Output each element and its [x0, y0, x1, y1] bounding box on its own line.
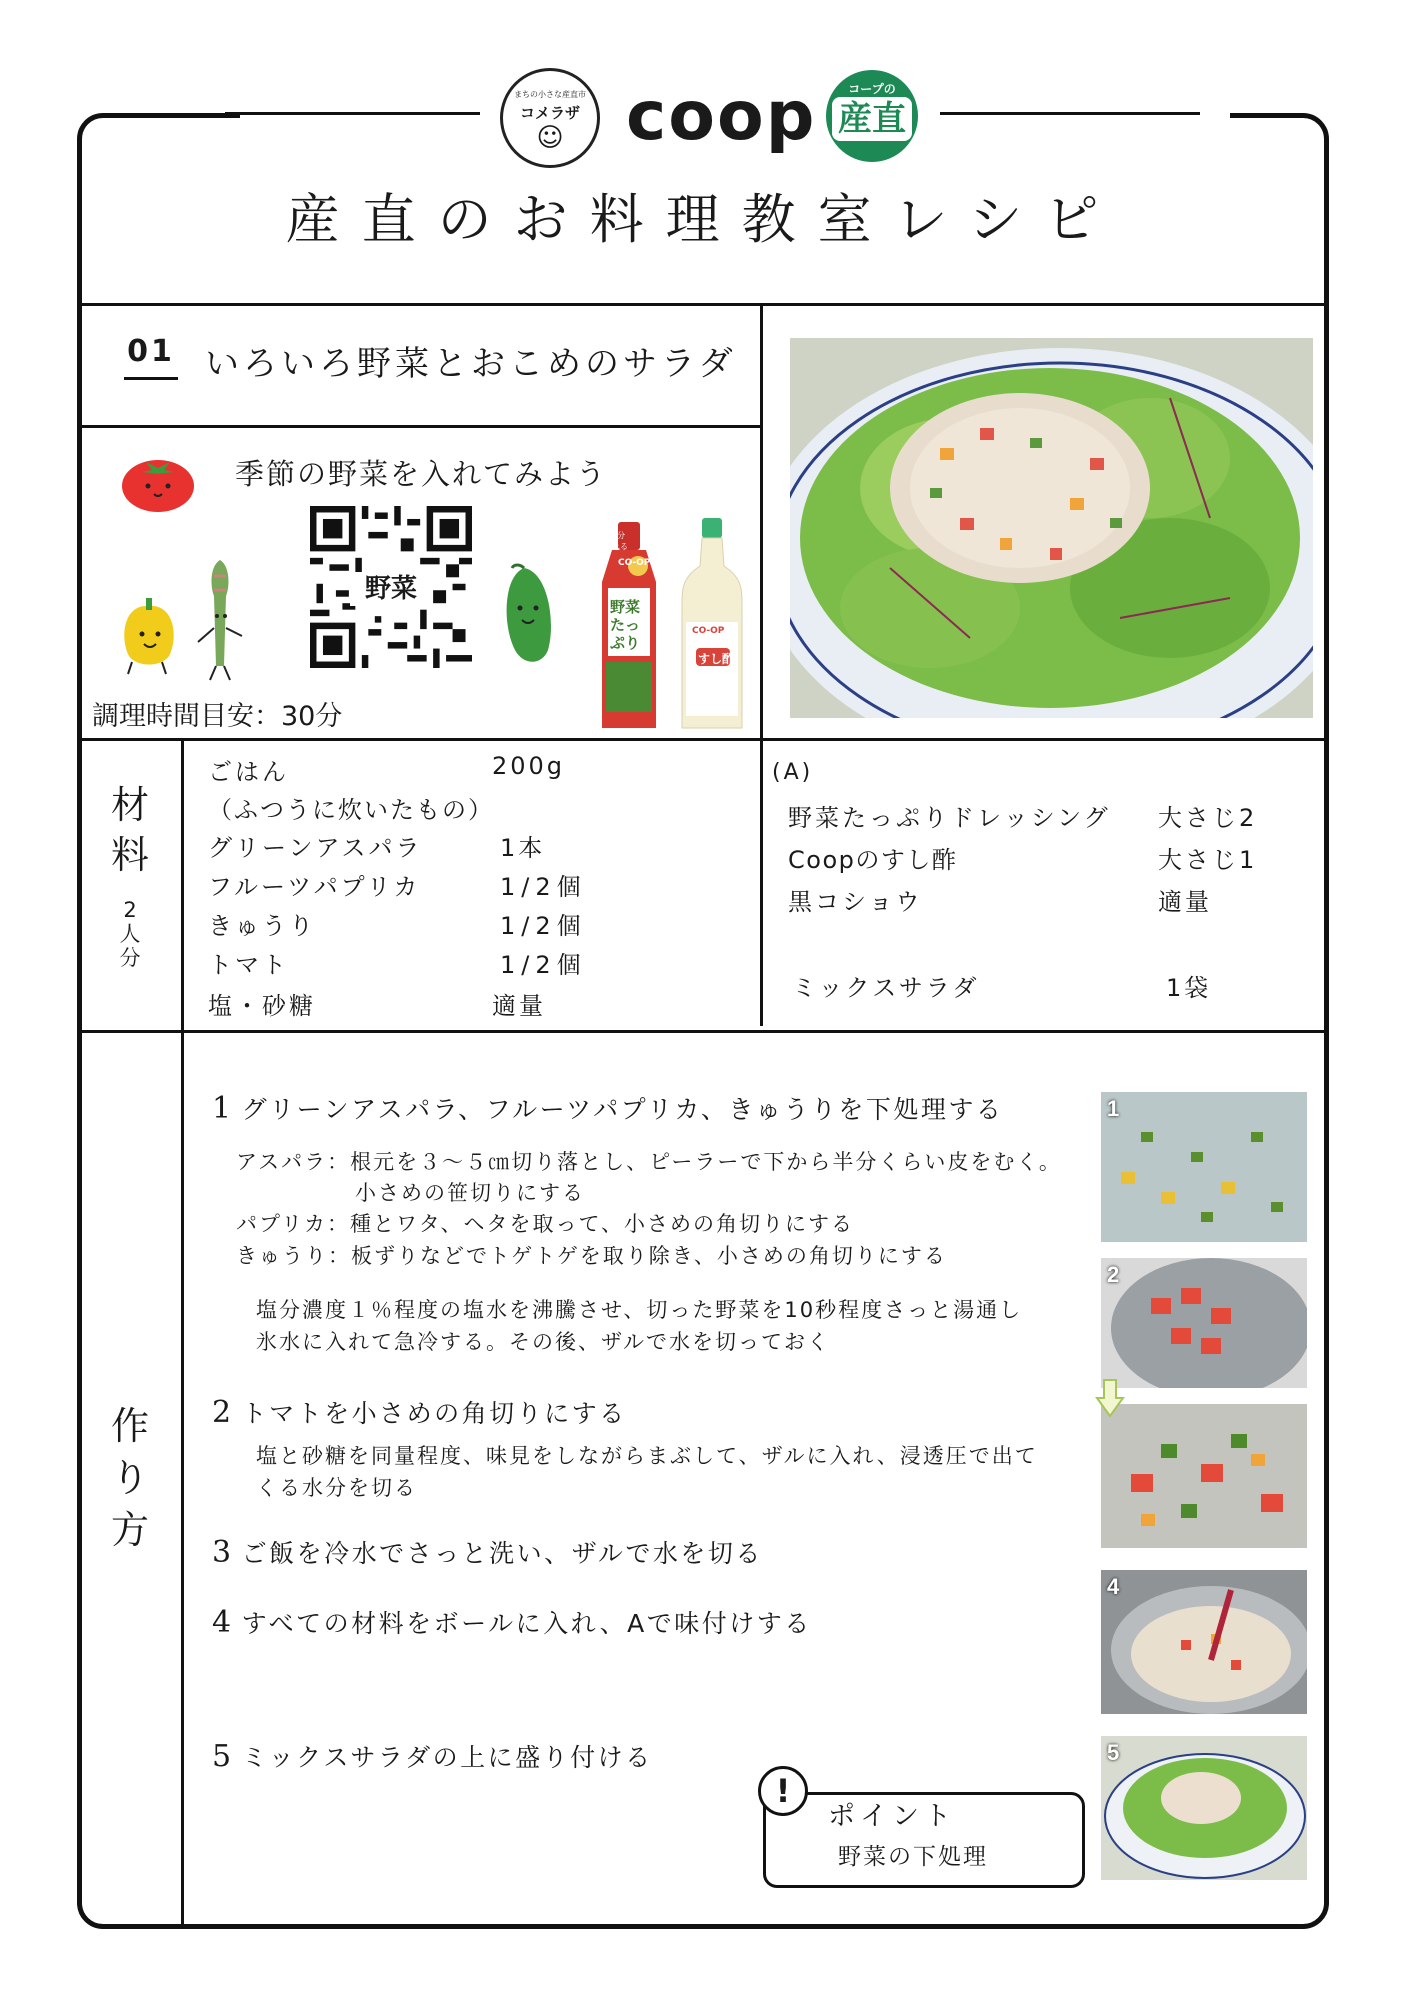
sushi-vinegar-bottle [678, 518, 746, 732]
step-number: 2 [212, 1395, 234, 1430]
ingredient-name: ミックスサラダ [792, 974, 980, 1002]
header-line-right [940, 112, 1200, 115]
divider-ingredients-top [79, 738, 1327, 741]
divider-title [79, 425, 762, 428]
ingredient-amount: 1/2個 [500, 873, 587, 901]
plated-salad-image [1101, 1736, 1307, 1880]
step-1-note: 氷水に入れて急冷する。その後、ザルで水を切っておく [256, 1330, 830, 1354]
logo-name: コメラザ [519, 104, 580, 122]
cook-time: 調理時間目安：30分 [92, 701, 343, 732]
down-arrow-icon [1095, 1378, 1125, 1418]
point-title: ポイント [828, 1801, 956, 1832]
diced-tomato-image [1101, 1258, 1307, 1388]
ingredient-amount: 適量 [1158, 888, 1212, 916]
logo-main-text: 産直 [832, 97, 912, 141]
step-number: 3 [212, 1535, 234, 1570]
coop-sanchoku-logo [826, 70, 918, 162]
step-photo-number: 1 [1107, 1096, 1120, 1121]
steps-label: 作り方 [110, 1404, 149, 1552]
ingredient-amount: 200g [492, 752, 566, 780]
divider-steps-top [79, 1030, 1327, 1033]
tomato-icon [118, 448, 198, 514]
step-photo-4 [1101, 1570, 1307, 1714]
ingredient-amount: 1/2個 [500, 912, 587, 940]
step-photo-1 [1101, 1092, 1307, 1242]
ingredient-name: グリーンアスパラ [208, 834, 423, 862]
step-1-note: 塩分濃度１％程度の塩水を沸騰させ、切った野菜を10秒程度さっと湯通し [256, 1298, 1023, 1322]
ingredient-name: きゅうり [208, 912, 316, 940]
ingredient-name: 野菜たっぷりドレッシング [788, 804, 1111, 832]
ingredient-amount: 1/2個 [500, 951, 587, 979]
ingredient-amount: 大さじ2 [1158, 804, 1258, 832]
recipe-number: 01 [124, 334, 178, 380]
ingredient-name: 黒コショウ [788, 888, 923, 916]
dressing-name: 野菜たっぷり [610, 598, 641, 652]
ingredient-name: ごはん [208, 758, 289, 786]
vinegar-name: すし酢 [698, 652, 735, 666]
ingredient-amount: 1本 [500, 834, 546, 862]
step-1-detail: 小さめの笹切りにする [355, 1181, 585, 1205]
header-line-left [225, 112, 480, 115]
step-1-detail: パプリカ：種とワタ、ヘタを取って、小さめの角切りにする [236, 1212, 855, 1236]
ingredient-amount: 1袋 [1166, 974, 1212, 1002]
step-1-detail: きゅうり：板ずりなどでトゲトゲを取り除き、小さめの角切りにする [236, 1244, 947, 1268]
step-heading-text: グリーンアスパラ、フルーツパプリカ、きゅうりを下処理する [241, 1095, 1004, 1124]
step-heading-text: ご飯を冷水でさっと洗い、ザルで水を切る [241, 1539, 763, 1568]
ingredient-name: Coopのすし酢 [788, 846, 958, 874]
comelaza-logo [500, 68, 600, 168]
divider-left-column [181, 740, 184, 1926]
step-number: 4 [212, 1605, 234, 1640]
step-1-detail: アスパラ：根元を３〜５㎝切り落とし、ピーラーで下から半分くらい皮をむく。 [236, 1150, 1062, 1174]
dressing-brand: CO-OP [618, 558, 651, 568]
exclamation-icon: ! [758, 1766, 808, 1816]
paprika-icon [114, 596, 184, 676]
step-number: 1 [212, 1091, 234, 1126]
mascot-icon: ☺ [536, 123, 564, 153]
season-note: 季節の野菜を入れてみよう [235, 457, 608, 491]
ingredient-amount: 大さじ1 [1158, 846, 1258, 874]
chopped-vegetables-image [1101, 1092, 1307, 1242]
point-body: 野菜の下処理 [838, 1844, 988, 1870]
step-4-heading [212, 1604, 812, 1640]
step-photo-number: 2 [1107, 1262, 1120, 1287]
mixed-vegetables-image [1101, 1404, 1307, 1548]
step-2-note: くる水分を切る [256, 1476, 417, 1500]
step-photo-3 [1101, 1404, 1307, 1548]
ingredient-name: （ふつうに炊いたもの） [208, 796, 494, 824]
logo-small-text: まちの小さな産直市 [514, 90, 586, 99]
step-3-heading [212, 1534, 763, 1570]
recipe-title: いろいろ野菜とおこめのサラダ [205, 344, 737, 384]
step-photo-5 [1101, 1736, 1307, 1880]
coop-brand-word: coop [620, 72, 822, 162]
qr-label: 野菜 [350, 572, 432, 606]
step-heading-text: トマトを小さめの角切りにする [241, 1399, 627, 1428]
step-1-heading [212, 1090, 1003, 1126]
servings: 2人分 [119, 898, 141, 970]
vinegar-brand: CO-OP [692, 626, 725, 636]
step-heading-text: ミックスサラダの上に盛り付ける [241, 1743, 653, 1772]
ingredient-name: 塩・砂糖 [208, 992, 316, 1020]
mixing-bowl-image [1101, 1570, 1307, 1714]
step-number: 5 [212, 1739, 234, 1774]
divider-header [79, 303, 1327, 306]
ingredient-name: トマト [208, 951, 289, 979]
asparagus-icon [192, 556, 248, 682]
step-photo-2 [1101, 1258, 1307, 1408]
ingredient-group-label: (A) [772, 760, 814, 785]
step-2-note: 塩と砂糖を同量程度、味見をしながらまぶして、ザルに入れ、浸透圧で出て [256, 1444, 1038, 1468]
step-photo-number: 5 [1107, 1740, 1120, 1765]
ingredients-label: 材料 [110, 783, 149, 877]
ingredient-name: フルーツパプリカ [208, 873, 421, 901]
page-title: 産直のお料理教室レシピ [285, 188, 1121, 251]
divider-mid-vertical [760, 303, 763, 1026]
finished-dish-photo [790, 338, 1313, 718]
dressing-badge: 1日分 取れる [604, 531, 628, 551]
cucumber-icon [494, 562, 566, 672]
step-photo-number: 4 [1107, 1574, 1120, 1599]
step-2-heading [212, 1394, 627, 1430]
salad-plate-image [790, 338, 1313, 718]
step-heading-text: すべての材料をボールに入れ、Aで味付けする [241, 1609, 812, 1638]
step-5-heading [212, 1738, 653, 1774]
ingredient-amount: 適量 [492, 992, 546, 1020]
logo-top-text: コープの [848, 82, 896, 96]
